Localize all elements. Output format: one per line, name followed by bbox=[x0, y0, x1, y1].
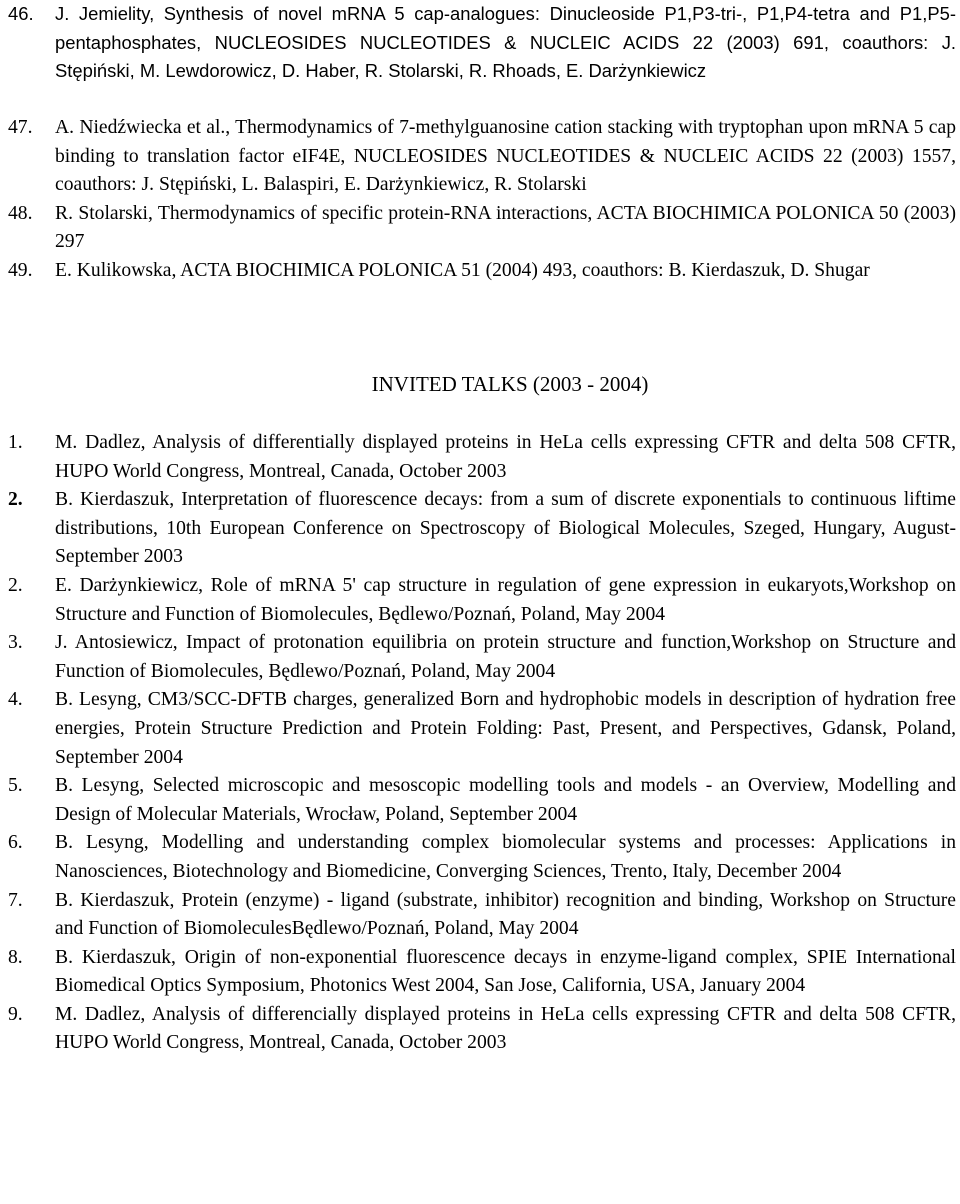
publication-entry-49 bbox=[0, 257, 960, 286]
entry-text: B. Lesyng, Modelling and understanding complex biomolecular systems and processes: Applications in Nanosciences, Biotechnology and Biomedicine, Converging Sciences, Trento, Italy, December 2004 bbox=[55, 832, 956, 882]
invited-talks-list bbox=[0, 429, 960, 1058]
publications-list bbox=[0, 0, 960, 86]
entry-text: M. Dadlez, Analysis of differentially displayed proteins in HeLa cells expressing CFTR and delta 508 CFTR, HUPO World Congress, Montreal, Canada, October 2003 bbox=[55, 432, 956, 482]
entry-text: B. Kierdaszuk, Origin of non-exponential fluorescence decays in enzyme-ligand complex, SPIE International Biomedical Optics Symposium, Photonics West 2004, San Jose, California, USA, January 2004 bbox=[55, 946, 956, 997]
entry-number: 46. bbox=[8, 3, 34, 24]
entry-text: E. Kulikowska, ACTA BIOCHIMICA POLONICA 51 (2004) 493, coauthors: B. Kierdaszuk, D. Shugar bbox=[55, 259, 870, 281]
publication-entry-47 bbox=[0, 114, 960, 200]
entry-text: A. Niedźwiecka et al., Thermodynamics of 7-methylguanosine cation stacking with tryptophan upon mRNA 5 cap binding to translation factor eIF4E, NUCLEOSIDES NUCLEOTIDES & NUCLEIC ACIDS 22 (2003) 1557, coauthors: J. Stępiński, L. Balaspiri, E. Darżynkiewicz, R. Stolarski bbox=[55, 117, 956, 196]
entry-text: B. Lesyng, Selected microscopic and mesoscopic modelling tools and models - an Overview, Modelling and Design of Molecular Materials, Wrocław, Poland, September 2004 bbox=[55, 775, 956, 825]
entry-text: B. Lesyng, CM3/SCC-DFTB charges, generalized Born and hydrophobic models in description of hydration free energies, Protein Structure Prediction and Protein Folding: Past, Present, and Perspectives, Gdansk, Poland, September 2004 bbox=[55, 689, 956, 768]
entry-text: B. Kierdaszuk, Interpretation of fluorescence decays: from a sum of discrete exponentials to continuous liftime distributions, 10th European Conference on Spectroscopy of Biological Molecules, Szeged, Hungary, August-September 2003 bbox=[55, 489, 956, 568]
entry-text: M. Dadlez, Analysis of differencially displayed proteins in HeLa cells expressing CFTR and delta 508 CFTR, HUPO World Congress, Montreal, Canada, October 2003 bbox=[55, 1003, 956, 1054]
talk-entry bbox=[0, 772, 960, 829]
talk-entry bbox=[0, 829, 960, 886]
talk-entry bbox=[0, 1001, 960, 1058]
entry-text: J. Antosiewicz, Impact of protonation equilibria on protein structure and function,Workshop on Structure and Function of Biomolecules, Będlewo/Poznań, Poland, May 2004 bbox=[55, 632, 956, 682]
talk-entry bbox=[0, 486, 960, 572]
entry-number: 5. bbox=[8, 775, 23, 797]
publication-entry-48 bbox=[0, 200, 960, 257]
talk-entry bbox=[0, 429, 960, 486]
publications-list-serif bbox=[0, 114, 960, 286]
publication-entry-46 bbox=[0, 0, 960, 86]
talk-entry bbox=[0, 686, 960, 772]
entry-number: 7. bbox=[8, 889, 23, 911]
entry-number: 47. bbox=[8, 117, 33, 138]
entry-number: 3. bbox=[8, 632, 23, 654]
entry-number: 4. bbox=[8, 689, 23, 711]
entry-number: 1. bbox=[8, 432, 23, 453]
talk-entry bbox=[0, 629, 960, 686]
talk-entry bbox=[0, 572, 960, 629]
talk-entry bbox=[0, 944, 960, 1001]
entry-number: 9. bbox=[8, 1003, 23, 1025]
entry-number: 2. bbox=[8, 574, 23, 596]
entry-number: 8. bbox=[8, 946, 23, 968]
entry-text: J. Jemielity, Synthesis of novel mRNA 5 cap-analogues: Dinucleoside P1,P3-tri-, P1,P4-tetra and P1,P5-pentaphosphates, NUCLEOSIDES NUCLEOTIDES & NUCLEIC ACIDS 22 (2003) 691, coauthors: J. Stępiński, M. Lewdorowicz, D. Haber, R. Stolarski, R. Rhoads, E. Darżynkiewicz bbox=[55, 3, 956, 82]
talk-entry bbox=[0, 887, 960, 944]
entry-text: B. Kierdaszuk, Protein (enzyme) - ligand (substrate, inhibitor) recognition and binding, Workshop on Structure and Function of BiomoleculesBędlewo/Poznań, Poland, May 2004 bbox=[55, 889, 956, 940]
entry-number: 2. bbox=[8, 489, 23, 511]
entry-text: E. Darżynkiewicz, Role of mRNA 5' cap structure in regulation of gene expression in eukaryots,Workshop on Structure and Function of Biomolecules, Będlewo/Poznań, Poland, May 2004 bbox=[55, 574, 956, 625]
entry-number: 48. bbox=[8, 202, 33, 224]
section-heading-invited-talks: INVITED TALKS (2003 - 2004) bbox=[371, 372, 649, 396]
entry-number: 6. bbox=[8, 832, 23, 854]
entry-text: R. Stolarski, Thermodynamics of specific protein-RNA interactions, ACTA BIOCHIMICA POLONICA 50 (2003) 297 bbox=[55, 202, 956, 253]
entry-number: 49. bbox=[8, 259, 33, 281]
